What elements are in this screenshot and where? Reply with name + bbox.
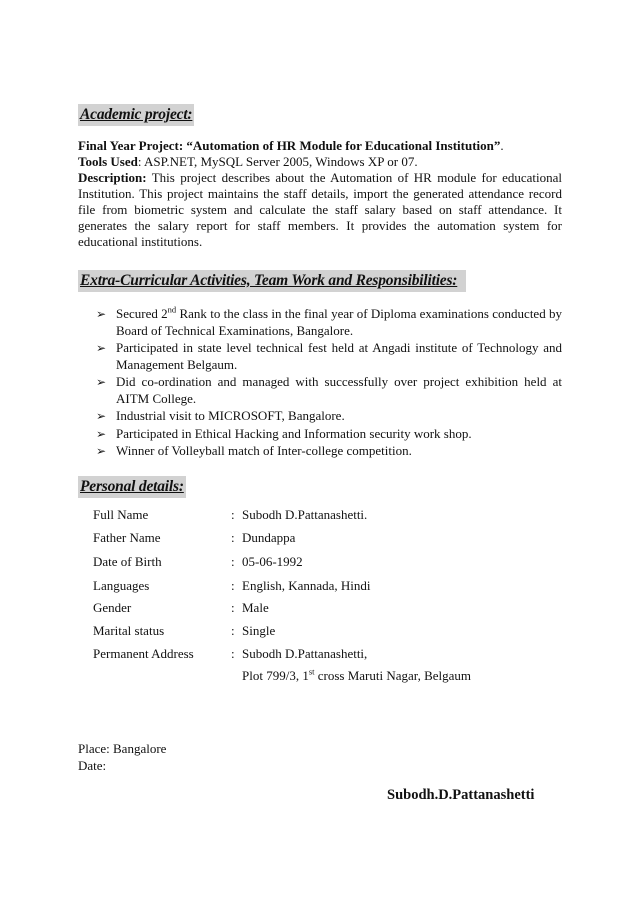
arrow-bullet-icon: ➢ — [96, 375, 107, 389]
item-text: Secured 2 — [116, 306, 168, 321]
address-line2-text-continued: cross Maruti Nagar, Belgaum — [314, 668, 472, 683]
arrow-bullet-icon: ➢ — [96, 426, 107, 441]
detail-value: 05-06-1992 — [242, 554, 303, 569]
personal-details-heading — [78, 476, 186, 498]
address-line2-superscript: st — [308, 666, 315, 677]
item-text: Industrial visit to MICROSOFT, Bangalore. — [116, 408, 345, 423]
detail-row-father-name — [93, 530, 543, 552]
detail-value — [242, 668, 471, 684]
arrow-bullet-icon: ➢ — [96, 444, 107, 458]
detail-value: English, Kannada, Hindi — [242, 578, 371, 593]
extra-curricular-heading-text: Extra-Curricular Activities, Team Work and Responsibilities: — [80, 272, 458, 289]
detail-colon: : — [231, 554, 235, 569]
detail-value: Dundappa — [242, 530, 296, 545]
detail-row-gender — [93, 600, 543, 622]
detail-value: Subodh D.Pattanashetti. — [242, 507, 368, 522]
final-year-project-title: “Automation of HR Module for Educational Institution” — [186, 138, 501, 153]
list-item — [96, 306, 562, 339]
detail-label: Gender — [93, 600, 132, 615]
detail-row-full-name — [93, 507, 543, 529]
personal-details-heading-text: Personal details: — [80, 478, 184, 495]
academic-project-section — [78, 138, 562, 250]
address-line2-text: Plot 799/3, 1 — [242, 668, 309, 683]
list-item — [96, 443, 562, 460]
description-label: Description: — [78, 170, 147, 185]
description-text: This project describes about the Automation of HR module for educational Institution. This project maintains the staff details, import the generated attendance record file from biometric system and calculate the staff salary based on staff attendance. It generates the salary report for staff members. It provides the automation system for educational institutions. — [78, 170, 562, 249]
detail-row-marital-status — [93, 623, 543, 645]
detail-label: Date of Birth — [93, 554, 162, 569]
detail-colon: : — [231, 530, 235, 545]
detail-colon: : — [231, 600, 235, 615]
detail-colon: : — [231, 646, 235, 661]
list-item — [96, 408, 562, 425]
detail-label: Languages — [93, 578, 150, 593]
extra-curricular-list — [96, 306, 562, 461]
item-text: Participated in Ethical Hacking and Information security work shop. — [116, 425, 472, 441]
detail-value: Single — [242, 623, 276, 638]
academic-project-heading-text: Academic project: — [80, 106, 193, 123]
signature-name: Subodh.D.Pattanashetti — [387, 787, 535, 803]
detail-value: Male — [242, 600, 269, 615]
detail-label: Marital status — [93, 623, 165, 638]
list-item — [96, 340, 562, 373]
detail-colon: : — [231, 578, 235, 593]
item-text: Participated in state level technical fest held at Angadi institute of Technology and Management Belgaum. — [116, 340, 562, 372]
date-line: Date: — [78, 758, 107, 773]
item-text-continued: Rank to the class in the final year of Diploma examinations conducted by Board of Technical Examinations, Bangalore. — [116, 306, 562, 338]
item-text: Winner of Volleyball match of Inter-college competition. — [116, 443, 412, 458]
detail-row-permanent-address — [93, 646, 543, 668]
arrow-bullet-icon: ➢ — [96, 341, 107, 355]
tools-used-label: Tools Used — [78, 154, 138, 169]
item-superscript: nd — [167, 304, 177, 315]
detail-label: Permanent Address — [93, 646, 194, 661]
place-line: Place: Bangalore — [78, 741, 167, 756]
description-paragraph — [78, 170, 562, 250]
detail-value: Subodh D.Pattanashetti, — [242, 646, 368, 661]
final-year-project-line: Final Year Project: “Automation of HR Module for Educational Institution”. — [78, 138, 504, 153]
detail-row-languages — [93, 578, 543, 600]
place-date-block — [78, 740, 166, 774]
arrow-bullet-icon: ➢ — [96, 307, 107, 321]
arrow-bullet-icon: ➢ — [96, 409, 107, 423]
detail-colon: : — [231, 623, 235, 638]
final-year-project-label: Final Year Project: — [78, 138, 184, 153]
detail-row-date-of-birth — [93, 554, 543, 576]
detail-label: Full Name — [93, 507, 149, 522]
tools-used-value: : ASP.NET, MySQL Server 2005, Windows XP or 07. — [137, 154, 418, 169]
item-text: Did co-ordination and managed with successfully over project exhibition held at AITM College. — [116, 374, 562, 406]
detail-label: Father Name — [93, 530, 161, 545]
list-item — [96, 426, 562, 443]
academic-project-heading — [78, 104, 194, 126]
list-item — [96, 374, 562, 407]
extra-curricular-heading — [78, 270, 466, 292]
tools-used-line — [78, 154, 562, 170]
detail-colon: : — [231, 507, 235, 522]
detail-row-address-line-2 — [93, 668, 543, 690]
